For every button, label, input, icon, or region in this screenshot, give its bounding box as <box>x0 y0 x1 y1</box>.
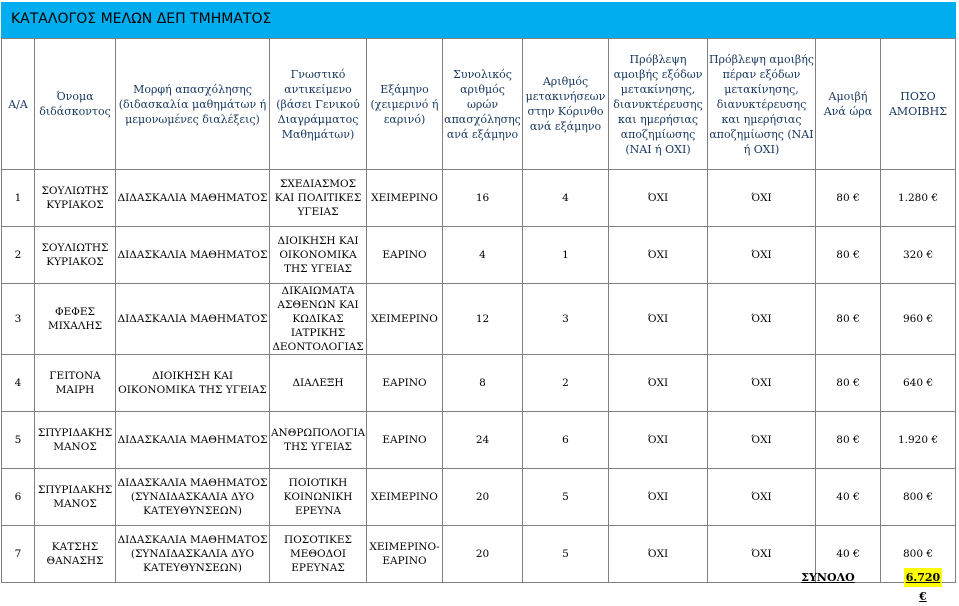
header-cell: Πρόβλεψη αμοιβής πέραν εξόδων μετακίνησης, διανυκτέρευσης και ημερήσιας αποζημίωσης (ΝΑΙ ή ΟΧΙ) <box>708 39 816 170</box>
subject: ΠΟΙΟΤΙΚΗ ΚΟΙΝΩΝΙΚΗ ΕΡΕΥΝΑ <box>270 469 367 526</box>
employment-type: ΔΙΔΑΣΚΑΛΙΑ ΜΑΘΗΜΑΤΟΣ <box>116 170 270 227</box>
subject: ΔΙΚΑΙΩΜΑΤΑ ΑΣΘΕΝΩΝ ΚΑΙ ΚΩΔΙΚΑΣ ΙΑΤΡΙΚΗΣ ΔΕΟΝΤΟΛΟΓΙΑΣ <box>270 284 367 355</box>
semester: ΧΕΙΜΕΡΙΝΟ <box>367 170 443 227</box>
trips: 4 <box>523 170 609 227</box>
amount: 640 € <box>881 355 956 412</box>
hourly-rate: 80 € <box>816 284 881 355</box>
table-row <box>2 469 956 526</box>
subject: ΑΝΘΡΩΠΟΛΟΓΙΑ ΤΗΣ ΥΓΕΙΑΣ <box>270 412 367 469</box>
table-row <box>2 170 956 227</box>
extra-flag: ΌΧΙ <box>708 412 816 469</box>
extra-flag: ΌΧΙ <box>708 469 816 526</box>
extra-flag: ΌΧΙ <box>708 284 816 355</box>
trips: 5 <box>523 469 609 526</box>
expenses-flag: ΌΧΙ <box>609 469 708 526</box>
trips: 2 <box>523 355 609 412</box>
header-row <box>2 39 956 170</box>
subject: ΔΙΟΙΚΗΣΗ ΚΑΙ ΟΙΚΟΝΟΜΙΚΑ ΤΗΣ ΥΓΕΙΑΣ <box>270 227 367 284</box>
expenses-flag: ΌΧΙ <box>609 526 708 583</box>
row-number: 4 <box>2 355 35 412</box>
teacher-name: ΣΠΥΡΙΔΑΚΗΣ ΜΑΝΟΣ <box>35 469 116 526</box>
table-row <box>2 412 956 469</box>
hourly-rate: 80 € <box>816 412 881 469</box>
header-cell: Πρόβλεψη αμοιβής εξόδων μετακίνησης, διανυκτέρευσης και ημερήσιας αποζημίωσης (ΝΑΙ ή ΟΧΙ) <box>609 39 708 170</box>
employment-type: ΔΙΔΑΣΚΑΛΙΑ ΜΑΘΗΜΑΤΟΣ <box>116 227 270 284</box>
hourly-rate: 80 € <box>816 355 881 412</box>
extra-flag: ΌΧΙ <box>708 526 816 583</box>
trips: 1 <box>523 227 609 284</box>
expenses-flag: ΌΧΙ <box>609 227 708 284</box>
subject: ΔΙΑΛΕΞΗ <box>270 355 367 412</box>
table-row <box>2 355 956 412</box>
header-cell: Μορφή απασχόλησης (διδασκαλία μαθημάτων ή μεμονωμένες διαλέξεις) <box>116 39 270 170</box>
semester: ΕΑΡΙΝΟ <box>367 412 443 469</box>
employment-type: ΔΙΔΑΣΚΑΛΙΑ ΜΑΘΗΜΑΤΟΣ (ΣΥΝΔΙΔΑΣΚΑΛΙΑ ΔΥΟ ΚΑΤΕΥΘΥΝΣΕΩΝ) <box>116 526 270 583</box>
header-cell: Συνολικός αριθμός ωρών απασχόλησης ανά εξάμηνο <box>443 39 523 170</box>
hourly-rate: 80 € <box>816 227 881 284</box>
employment-type: ΔΙΔΑΣΚΑΛΙΑ ΜΑΘΗΜΑΤΟΣ <box>116 284 270 355</box>
header-cell: Α/Α <box>2 39 35 170</box>
semester: ΧΕΙΜΕΡΙΝΟ <box>367 469 443 526</box>
hours: 8 <box>443 355 523 412</box>
hourly-rate: 40 € <box>816 526 881 583</box>
hourly-rate: 40 € <box>816 469 881 526</box>
subject: ΣΧΕΔΙΑΣΜΟΣ ΚΑΙ ΠΟΛΙΤΙΚΕΣ ΥΓΕΙΑΣ <box>270 170 367 227</box>
extra-flag: ΌΧΙ <box>708 355 816 412</box>
subject: ΠΟΣΟΤΙΚΕΣ ΜΕΘΟΔΟΙ ΕΡΕΥΝΑΣ <box>270 526 367 583</box>
hours: 20 <box>443 526 523 583</box>
amount: 800 € <box>881 469 956 526</box>
header-cell: Αμοιβή Ανά ώρα <box>816 39 881 170</box>
row-number: 7 <box>2 526 35 583</box>
extra-flag: ΌΧΙ <box>708 227 816 284</box>
teacher-name: ΣΠΥΡΙΔΑΚΗΣ ΜΑΝΟΣ <box>35 412 116 469</box>
expenses-flag: ΌΧΙ <box>609 355 708 412</box>
teacher-name: ΚΑΤΣΗΣ ΘΑΝΑΣΗΣ <box>35 526 116 583</box>
trips: 5 <box>523 526 609 583</box>
row-number: 2 <box>2 227 35 284</box>
hourly-rate: 80 € <box>816 170 881 227</box>
teacher-name: ΣΟΥΛΙΩΤΗΣ ΚΥΡΙΑΚΟΣ <box>35 227 116 284</box>
header-cell: Εξάμηνο (χειμερινό ή εαρινό) <box>367 39 443 170</box>
semester: ΧΕΙΜΕΡΙΝΟ <box>367 284 443 355</box>
semester: ΕΑΡΙΝΟ <box>367 227 443 284</box>
row-number: 3 <box>2 284 35 355</box>
members-table <box>1 38 956 583</box>
hours: 12 <box>443 284 523 355</box>
hours: 4 <box>443 227 523 284</box>
amount: 800 € <box>881 526 956 583</box>
title-bar <box>1 2 956 38</box>
amount: 960 € <box>881 284 956 355</box>
row-number: 1 <box>2 170 35 227</box>
semester: ΕΑΡΙΝΟ <box>367 355 443 412</box>
employment-type: ΔΙΟΙΚΗΣΗ ΚΑΙ ΟΙΚΟΝΟΜΙΚΑ ΤΗΣ ΥΓΕΙΑΣ <box>116 355 270 412</box>
table-row <box>2 227 956 284</box>
hours: 24 <box>443 412 523 469</box>
amount: 320 € <box>881 227 956 284</box>
teacher-name: ΣΟΥΛΙΩΤΗΣ ΚΥΡΙΑΚΟΣ <box>35 170 116 227</box>
extra-flag: ΌΧΙ <box>708 170 816 227</box>
teacher-name: ΓΕΙΤΟΝΑ ΜΑΙΡΗ <box>35 355 116 412</box>
table-row <box>2 284 956 355</box>
trips: 6 <box>523 412 609 469</box>
hours: 16 <box>443 170 523 227</box>
expenses-flag: ΌΧΙ <box>609 412 708 469</box>
employment-type: ΔΙΔΑΣΚΑΛΙΑ ΜΑΘΗΜΑΤΟΣ <box>116 412 270 469</box>
header-cell: ΠΟΣΟ ΑΜΟΙΒΗΣ <box>881 39 956 170</box>
hours: 20 <box>443 469 523 526</box>
total-value: 6.720 € <box>904 568 942 587</box>
header-cell: Αριθμός μετακινήσεων στην Κόρινθο ανά εξάμηνο <box>523 39 609 170</box>
teacher-name: ΦΕΦΕΣ ΜΙΧΑΛΗΣ <box>35 284 116 355</box>
expenses-flag: ΌΧΙ <box>609 284 708 355</box>
amount: 1.280 € <box>881 170 956 227</box>
amount: 1.920 € <box>881 412 956 469</box>
total-label: ΣΥΝΟΛΟ <box>801 571 855 584</box>
expenses-flag: ΌΧΙ <box>609 170 708 227</box>
semester: ΧΕΙΜΕΡΙΝΟ-ΕΑΡΙΝΟ <box>367 526 443 583</box>
row-number: 5 <box>2 412 35 469</box>
header-cell: Όνομα διδάσκοντος <box>35 39 116 170</box>
trips: 3 <box>523 284 609 355</box>
employment-type: ΔΙΔΑΣΚΑΛΙΑ ΜΑΘΗΜΑΤΟΣ (ΣΥΝΔΙΔΑΣΚΑΛΙΑ ΔΥΟ ΚΑΤΕΥΘΥΝΣΕΩΝ) <box>116 469 270 526</box>
row-number: 6 <box>2 469 35 526</box>
page-title: ΚΑΤΑΛΟΓΟΣ ΜΕΛΩΝ ΔΕΠ ΤΜΗΜΑΤΟΣ <box>11 11 272 27</box>
header-cell: Γνωστικό αντικείμενο (βάσει Γενικού Διαγράμματος Μαθημάτων) <box>270 39 367 170</box>
